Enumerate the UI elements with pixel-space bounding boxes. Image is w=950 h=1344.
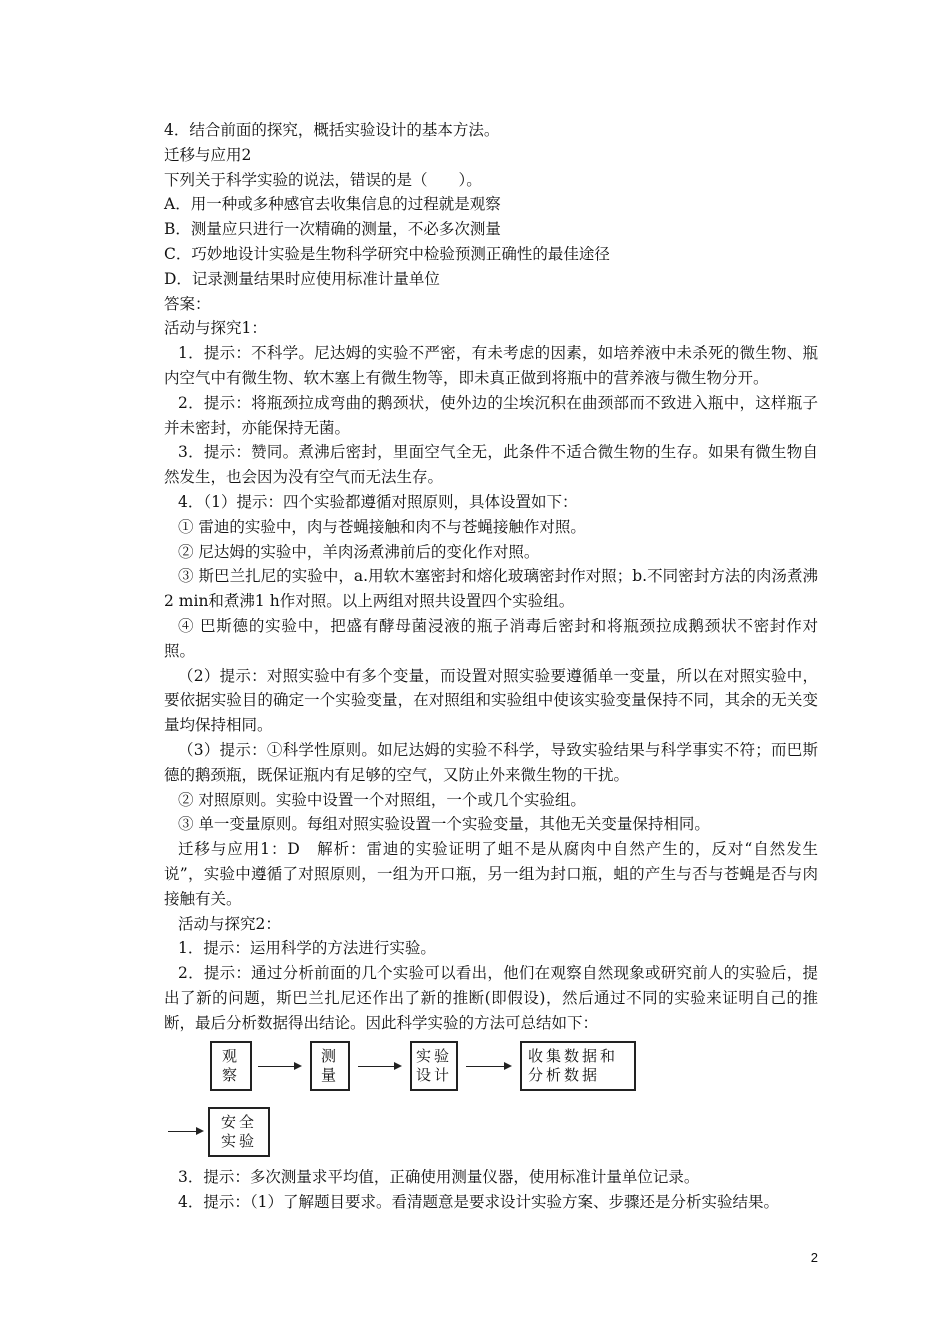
flow-box-safety: 安全 实验: [208, 1107, 270, 1157]
option-c: C．巧妙地设计实验是生物科学研究中检验预测正确性的最佳途径: [164, 244, 610, 263]
arrow-icon: [258, 1066, 300, 1067]
paragraph: （2）提示：对照实验中有多个变量，而设置对照实验要遵循单一变量，所以在对照实验中，要依据实验目的确定一个实验变量，在对照组和实验组中使该实验变量保持不同，其余的无关变量均保持相同。: [164, 666, 818, 735]
paragraph: 1．提示：不科学。尼达姆的实验不严密，有未考虑的因素，如培养液中未杀死的微生物、瓶内空气中有微生物、软木塞上有微生物等，即未真正做到将瓶中的营养液与微生物分开。: [164, 344, 818, 387]
paragraph: 4．（1）提示：四个实验都遵循对照原则，具体设置如下：: [178, 492, 578, 511]
flow-box-measure: 测 量: [310, 1041, 350, 1091]
option-b: B．测量应只进行一次精确的测量，不必多次测量: [164, 220, 501, 239]
flow-box-observe: 观 察: [210, 1041, 252, 1091]
paragraph: 3．提示：赞同。煮沸后密封，里面空气全无，此条件不适合微生物的生存。如果有微生物自然发生，也会因为没有空气而无法生存。: [164, 443, 818, 487]
flow-box-data: 收集数据和 分析数据: [520, 1041, 636, 1091]
paragraph: 4．提示：（1）了解题目要求。看清题意是要求设计实验方案、步骤还是分析实验结果。: [178, 1193, 779, 1212]
arrow-icon: [466, 1066, 510, 1067]
paragraph: ③ 斯巴兰扎尼的实验中，a.用软木塞密封和熔化玻璃密封作对照；b.不同密封方法的肉汤煮沸2 min和煮沸1 h作对照。以上两组对照共设置四个实验组。: [164, 567, 818, 611]
paragraph: ② 尼达姆的实验中，羊肉汤煮沸前后的变化作对照。: [178, 542, 540, 561]
paragraph: 2．提示：将瓶颈拉成弯曲的鹅颈状，使外边的尘埃沉积在曲颈部而不致进入瓶中，这样瓶子并未密封，亦能保持无菌。: [164, 393, 818, 437]
flow-box-design: 实验 设计: [410, 1041, 458, 1091]
question-4: 4．结合前面的探究，概括实验设计的基本方法。: [164, 121, 500, 139]
paragraph: ③ 单一变量原则。每组对照实验设置一个实验变量，其他无关变量保持相同。: [178, 815, 710, 834]
page-number: 2: [810, 1250, 818, 1265]
paragraph: ① 雷迪的实验中，肉与苍蝇接触和肉不与苍蝇接触作对照。: [178, 517, 586, 536]
option-d: D．记录测量结果时应使用标准计量单位: [164, 269, 440, 288]
paragraph: ④ 巴斯德的实验中，把盛有酵母菌浸液的瓶子消毒后密封和将瓶颈拉成鹅颈状不密封作对照。: [164, 616, 818, 660]
paragraph: 迁移与应用1：D 解析：雷迪的实验证明了蛆不是从腐肉中自然产生的，反对“自然发生说”，实验中遵循了对照原则，一组为开口瓶，另一组为封口瓶，蛆的产生与否与苍蝇是否与肉接触有关。: [164, 840, 818, 908]
paragraph: （3）提示：①科学性原则。如尼达姆的实验不科学，导致实验结果与科学事实不符；而巴斯德的鹅颈瓶，既保证瓶内有足够的空气，又防止外来微生物的干扰。: [164, 740, 818, 784]
paragraph: 1．提示：运用科学的方法进行实验。: [178, 939, 436, 958]
paragraph: ② 对照原则。实验中设置一个对照组，一个或几个实验组。: [178, 790, 586, 809]
arrow-icon: [358, 1066, 400, 1067]
paragraph: 2．提示：通过分析前面的几个实验可以看出，他们在观察自然现象或研究前人的实验后，提出了新的问题，斯巴兰扎尼还作出了新的推断(即假设)，然后通过不同的实验来证明自己的推断，最后分析数据得出结论。因此科学实验的方法可总结如下：: [164, 964, 818, 1032]
answer-heading: 答案：: [164, 294, 211, 313]
activity-1-heading: 活动与探究1：: [164, 319, 267, 338]
option-a: A．用一种或多种感官去收集信息的过程就是观察: [164, 195, 501, 214]
question-stem: 下列关于科学实验的说法，错误的是（ ）。: [164, 170, 482, 189]
document-body: [164, 118, 818, 1215]
arrow-icon: [168, 1131, 202, 1132]
activity-2-heading: 活动与探究2：: [178, 914, 281, 933]
section-heading: 迁移与应用2: [164, 145, 252, 164]
method-flowchart: [164, 1035, 818, 1165]
paragraph: 3．提示：多次测量求平均值，正确使用测量仪器，使用标准计量单位记录。: [178, 1168, 700, 1187]
